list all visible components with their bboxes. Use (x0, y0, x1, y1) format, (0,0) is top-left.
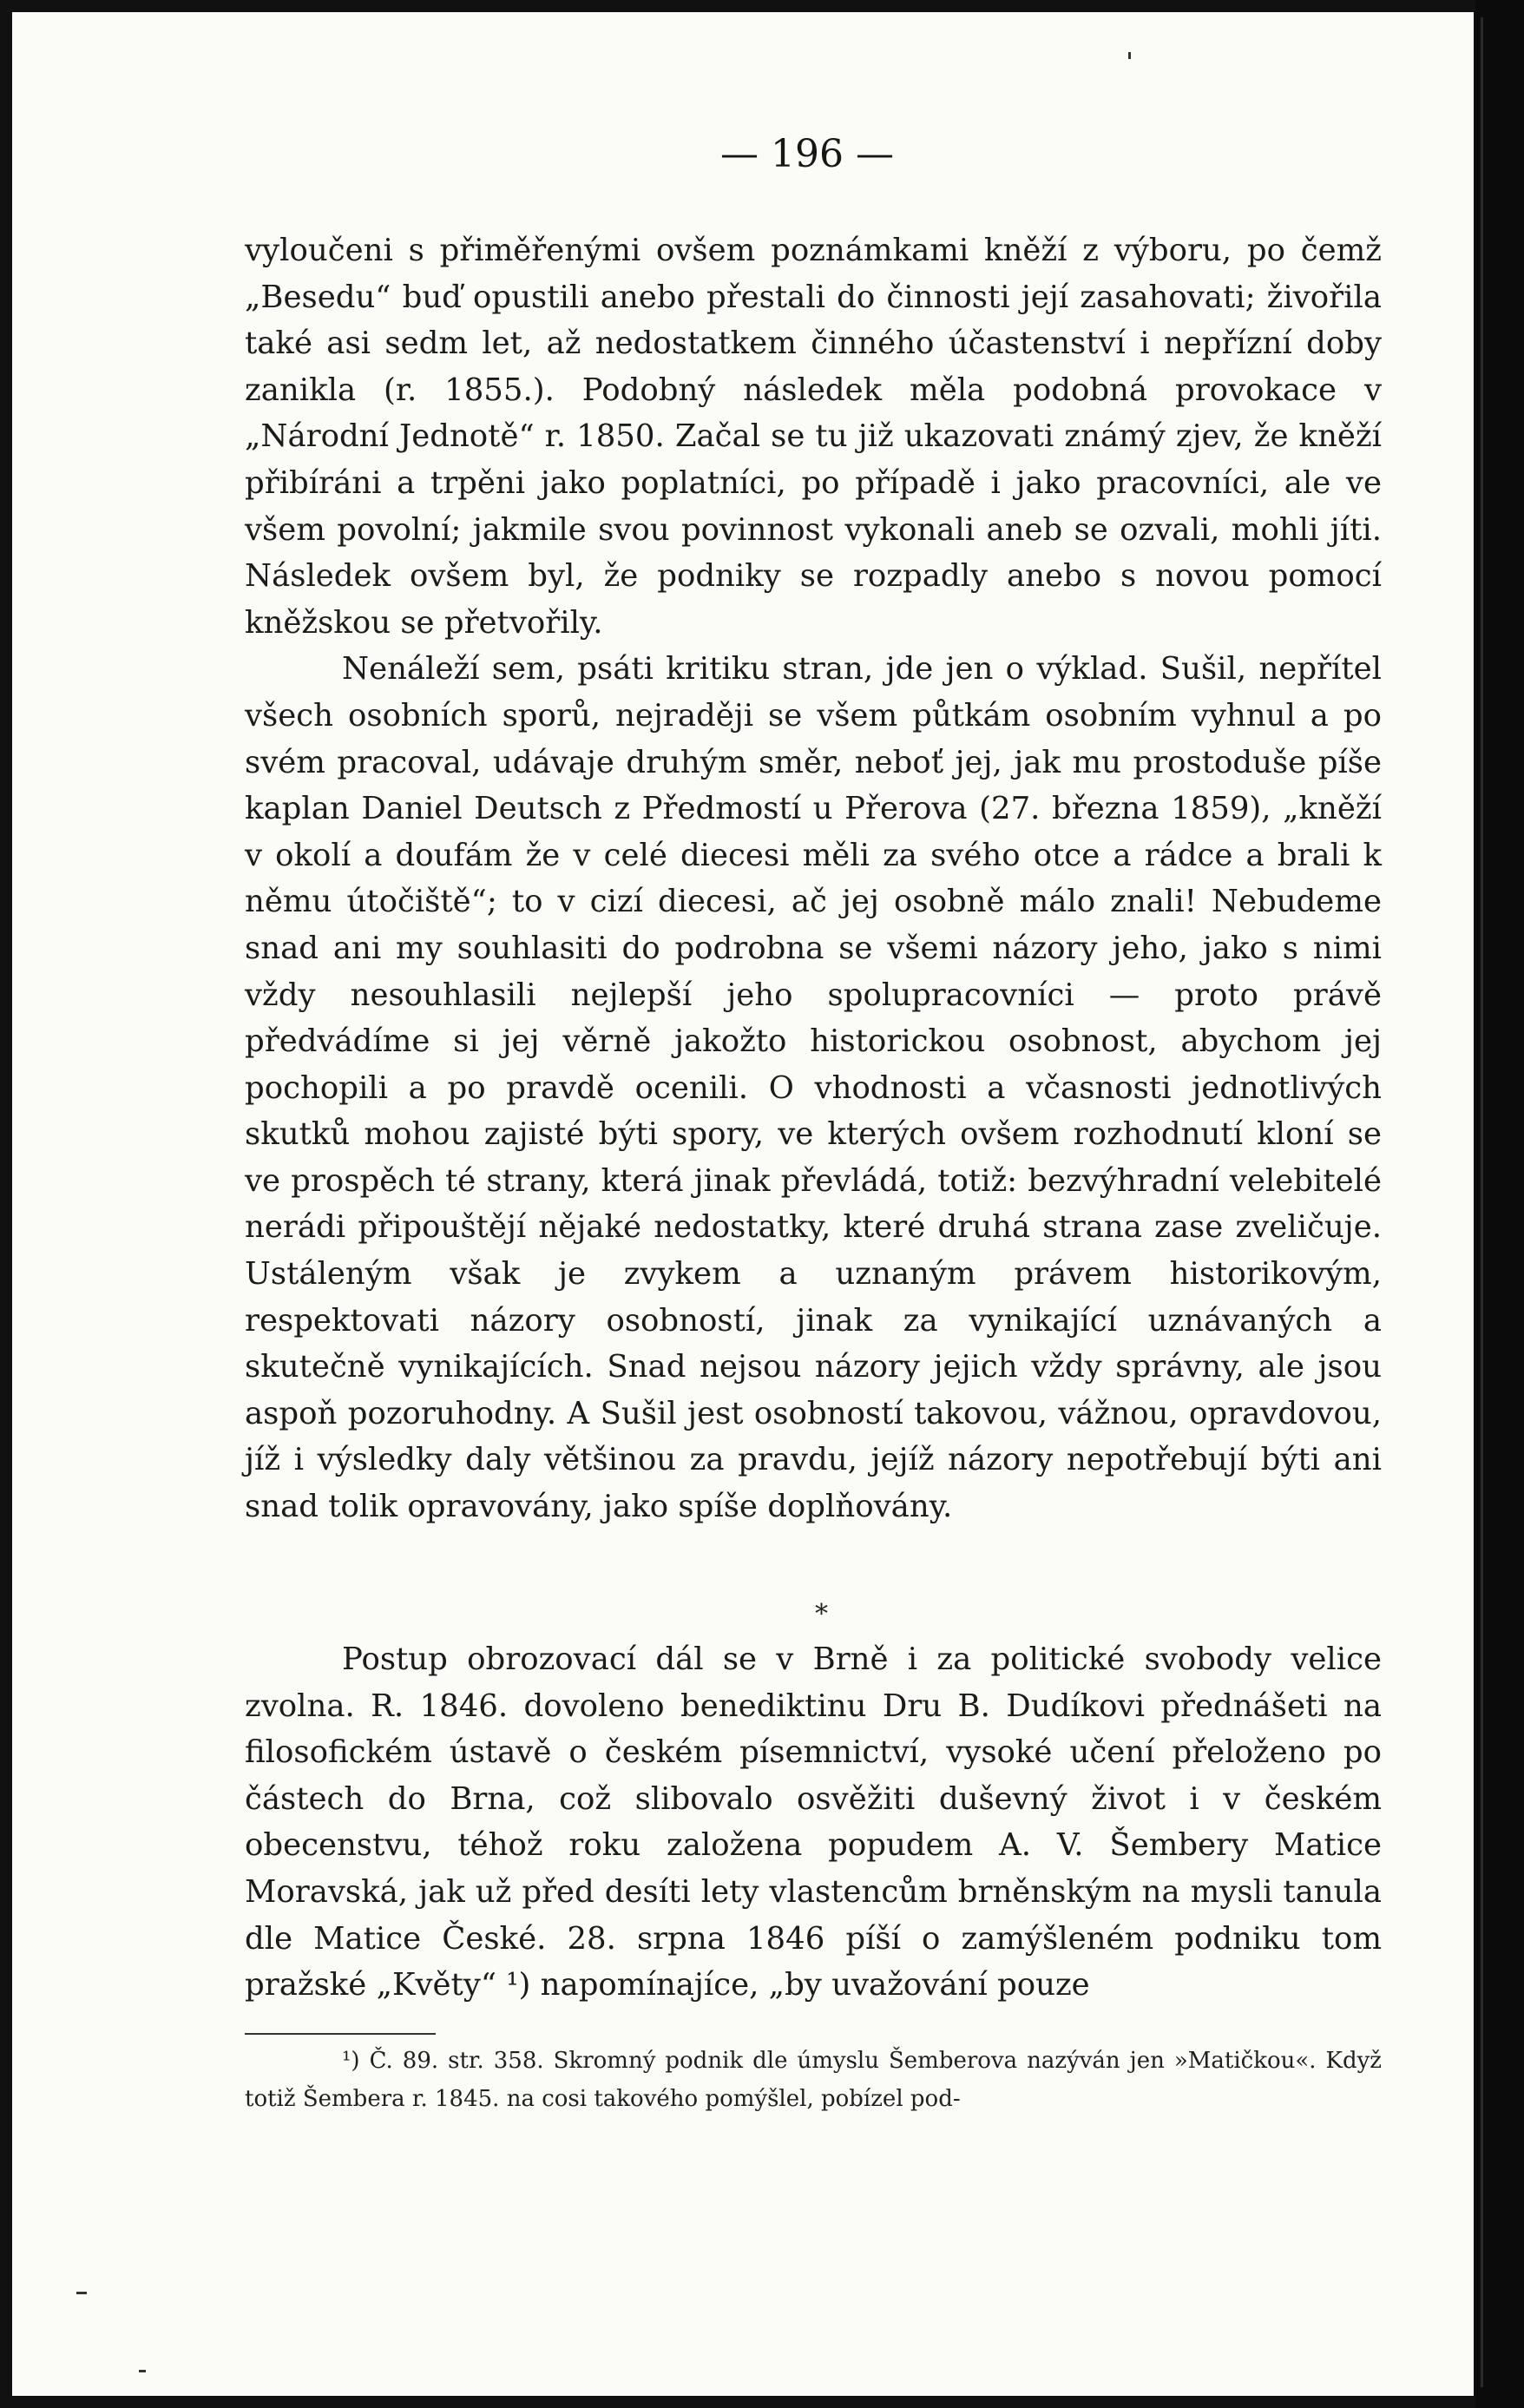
page-number: — 196 — (720, 132, 894, 176)
page-edge-line (1481, 17, 1483, 2387)
footnotes (245, 2042, 1382, 2118)
section-separator: * (815, 1599, 828, 1629)
paragraph-3: Postup obrozovací dál se v Brně i za politické svobody velice zvolna. R. 1846. dovoleno benediktinu Dru B. Dudíkovi přednášeti na filosofickém ústavě o českém písemnictví, vysoké učení přeloženo po částech do Brna, což slibovalo osvěžiti duševný život i v českém obecenstvu, téhož roku založena popudem A. V. Šembery Matice Moravská, jak už před desíti lety vlastencům brněnským na mysli tanula dle Matice České. 28. srpna 1846 píší o zamýšleném podniku tom pražské „Květy“ ¹) napomínajíce, „by uvažování pouze (245, 1642, 1382, 2003)
footnote-rule (245, 2033, 436, 2035)
paragraph-2: Nenáleží sem, psáti kritiku stran, jde jen o výklad. Sušil, nepřítel všech osobních sporů, nejraději se všem půtkám osobním vyhnul a po svém pracoval, udávaje druhým směr, neboť jej, jak mu prostoduše píše kaplan Daniel Deutsch z Předmostí u Přerova (27. března 1859), „kněží v okolí a doufám že v celé diecesi měli za svého otce a rádce a brali k němu útočiště“; to v cizí diecesi, ač jej osobně málo znali! Nebudeme snad ani my souhlasiti do podrobna se všemi názory jeho, jako s nimi vždy nesouhlasili nejlepší jeho spolupracovníci — proto právě předvádíme si jej věrně jakožto historickou osobnost, abychom jej pochopili a po pravdě ocenili. O vhodnosti a včasnosti jednotlivých skutků mohou zajisté býti spory, ve kterých ovšem rozhodnutí kloní se ve prospěch té strany, která jinak převládá, totiž: bezvýhradní velebitelé nerádi připouštějí nějaké nedostatky, které druhá strana zase zveličuje. Ustáleným však je zvykem a uznaným právem historikovým, respektovati názory osobností, jinak za vynikající uznávaných a skutečně vynikajících. Snad nejsou názory jejich vždy správny, ale jsou aspoň pozoruhodny. A Sušil jest osobností takovou, vážnou, opravdovou, jíž i výsledky daly většinou za pravdu, jejíž názory nepotřebují býti ani snad tolik opravovány, jako spíše doplňovány. (245, 651, 1382, 1525)
scan-speck (76, 2292, 87, 2294)
footnote-1: ¹) Č. 89. str. 358. Skromný podnik dle úmyslu Šemberova nazýván jen »Matičkou«. Když totiž Šembera r. 1845. na cosi takového pomýšlel, pobízel pod- (245, 2048, 1382, 2112)
paragraph-1: vyloučeni s přiměřenými ovšem poznámkami kněží z výboru, po čemž „Besedu“ buď opustili anebo přestali do činnosti její zasahovati; živořila také asi sedm let, až nedostatkem činného účastenství i nepřízní doby zanikla (r. 1855.). Podobný následek měla podobná provokace v „Národní Jednotě“ r. 1850. Začal se tu již ukazovati známý zjev, že kněží přibíráni a trpěni jako poplatníci, po případě i jako pracovníci, ale ve všem povolní; jakmile svou povinnost vykonali aneb se ozvali, mohli jíti. Následek ovšem byl, že podniky se rozpadly anebo s novou pomocí kněžskou se přetvořily. (245, 233, 1382, 641)
second-section-text (245, 1636, 1382, 2009)
scan-speck (139, 2370, 146, 2372)
scan-speck (1128, 52, 1131, 59)
main-text (245, 227, 1382, 1530)
